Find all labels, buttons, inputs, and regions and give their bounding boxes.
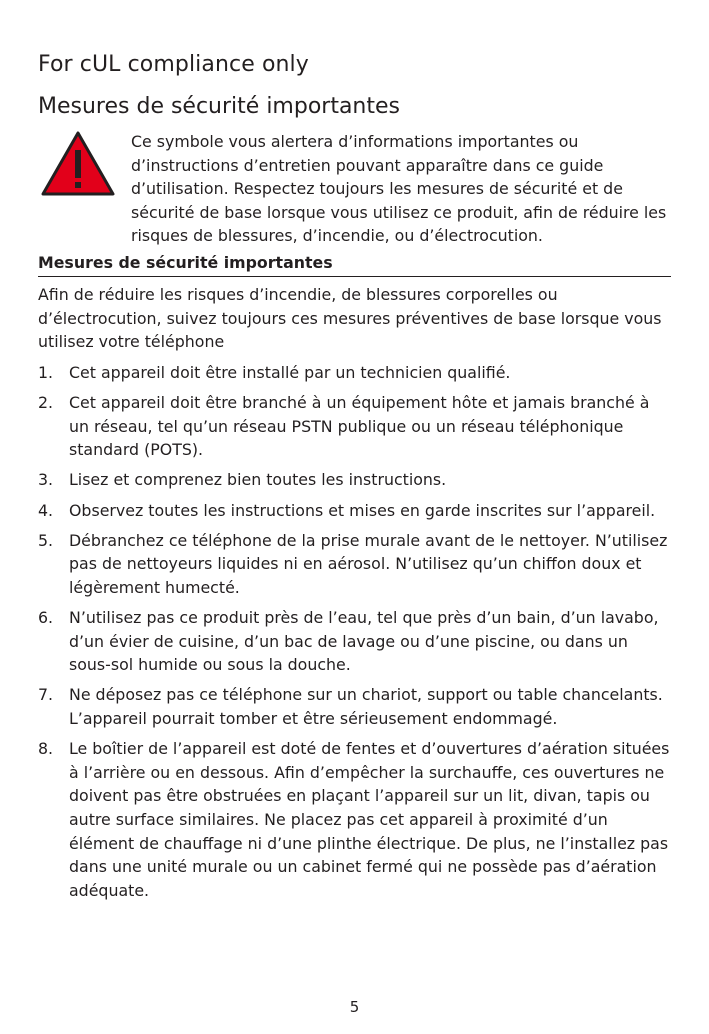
- list-item: [38, 391, 671, 462]
- intro-paragraph: Afin de réduire les risques d’incendie, de blessures corporelles ou d’électrocution, suivez toujours ces mesures préventives de base lorsque vous utilisez votre téléphone: [38, 285, 662, 352]
- compliance-heading: For cUL compliance only: [38, 52, 309, 77]
- list-item-text: Débranchez ce téléphone de la prise murale avant de le nettoyer. N’utilisez pas de nettoyeurs liquides ni en aérosol. N’utilisez qu’un chiffon doux et légèrement humecté.: [69, 530, 668, 597]
- list-item-text: Ne déposez pas ce téléphone sur un chariot, support ou table chancelants. L’appareil pourrait tomber et être sérieusement endommagé.: [69, 685, 663, 729]
- list-item: [38, 361, 671, 385]
- list-item-number: 5.: [38, 530, 54, 550]
- list-item-text: N’utilisez pas ce produit près de l’eau, tel que près d’un bain, d’un lavabo, d’un évier de cuisine, d’un bac de lavage ou d’une piscine, ou dans un sous-sol humide ou sous la douche.: [69, 608, 659, 675]
- list-item: [38, 529, 671, 600]
- list-item-number: 3.: [38, 470, 54, 490]
- warning-triangle-icon: [40, 130, 116, 198]
- list-item-text: Cet appareil doit être branché à un équipement hôte et jamais branché à un réseau, tel qu’un réseau PSTN publique ou un réseau téléphonique standard (POTS).: [69, 392, 650, 460]
- list-item-text: Le boîtier de l’appareil est doté de fentes et d’ouvertures d’aération situées à l’arrière ou en dessous. Afin d’empêcher la surchauffe, ces ouvertures ne doivent pas être obstruées en plaçant l’appareil sur un lit, divan, tapis ou autre surface similaires. Ne placez pas cet appareil à proximité d’un élément de chauffage ni d’une plinthe électrique. De plus, ne l’installez pas dans une unité murale ou un cabinet fermé qui ne possède pas d’aération adéquate.: [69, 739, 670, 900]
- section-title: Mesures de sécurité importantes: [38, 252, 671, 277]
- list-item-number: 1.: [38, 362, 54, 382]
- warning-text: Ce symbole vous alertera d’informations importantes ou d’instructions d’entretien pouvant apparaître dans ce guide d’utilisation. Respectez toujours les mesures de sécurité et de sécurité de base lorsque vous utilisez ce produit, afin de réduire les risques de blessures, d’incendie, ou d’électrocution.: [131, 132, 667, 246]
- list-item: [38, 683, 671, 730]
- list-item-text: Cet appareil doit être installé par un technicien qualifié.: [69, 362, 511, 382]
- list-item: [38, 606, 671, 677]
- list-item: [38, 468, 671, 492]
- safety-list: [38, 361, 671, 903]
- list-item-number: 4.: [38, 500, 54, 520]
- list-item-number: 2.: [38, 392, 54, 412]
- list-item-text: Lisez et comprenez bien toutes les instructions.: [69, 470, 447, 490]
- list-item-number: 6.: [38, 608, 54, 628]
- document-page: [38, 50, 671, 909]
- page-number: 5: [349, 998, 360, 1016]
- list-item-number: 8.: [38, 739, 54, 759]
- list-item-number: 7.: [38, 685, 54, 705]
- list-item: [38, 499, 671, 523]
- safety-heading: Mesures de sécurité importantes: [38, 94, 401, 119]
- warning-block: [38, 130, 671, 246]
- list-item-text: Observez toutes les instructions et mises en garde inscrites sur l’appareil.: [69, 500, 656, 520]
- list-item: [38, 737, 671, 902]
